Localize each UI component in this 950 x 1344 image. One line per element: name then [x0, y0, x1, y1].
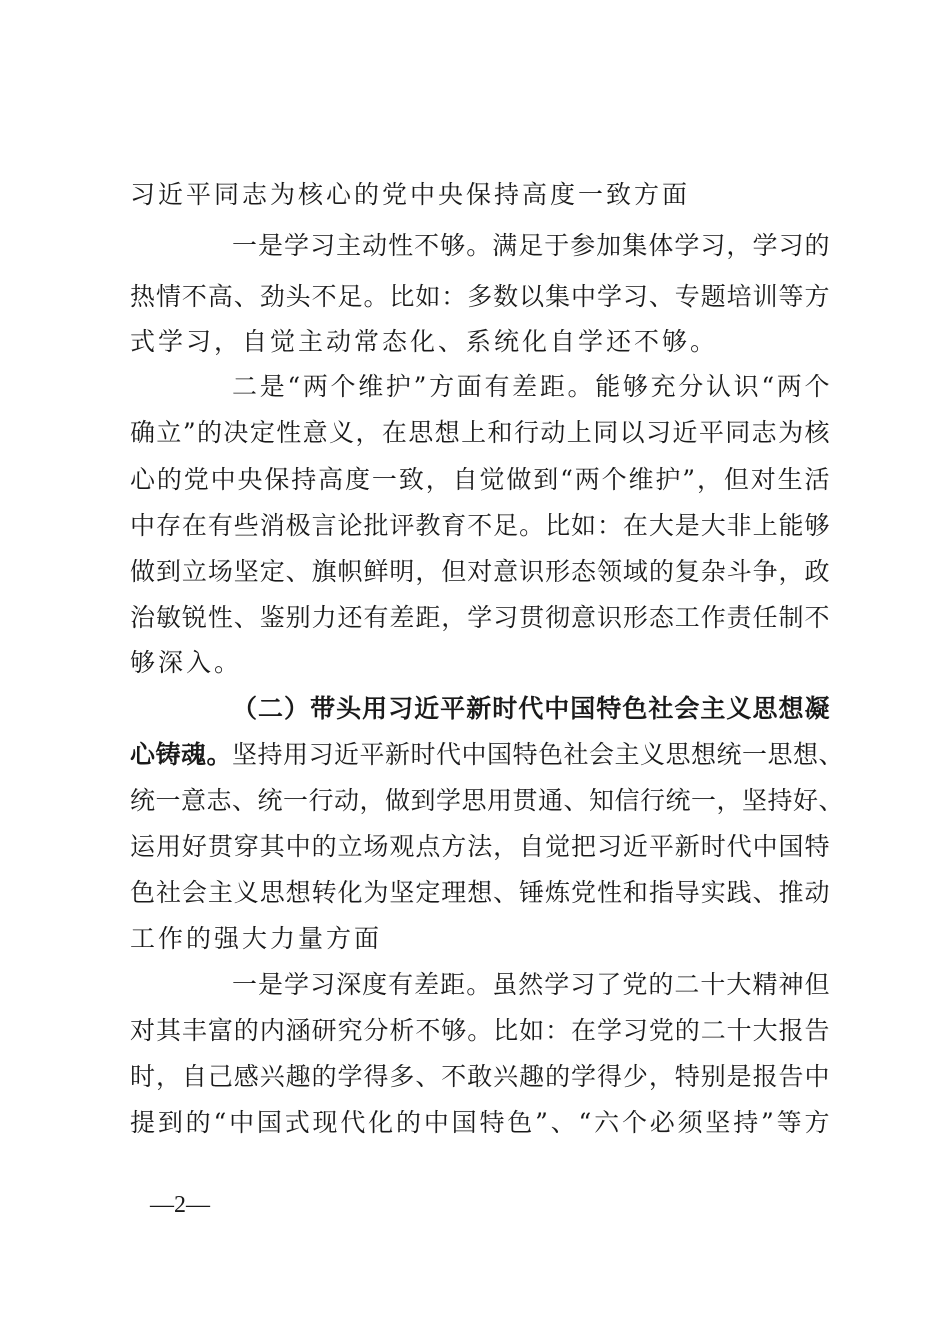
text-line: 确立”的决定性意义，在思想上和行动上同以习近平同志为核: [130, 418, 830, 447]
text-line: 时，自己感兴趣的学得多、不敢兴趣的学得少，特别是报告中: [130, 1062, 830, 1091]
text-line: 提到的“中国式现代化的中国特色”、“六个必须坚持”等方: [130, 1108, 830, 1137]
page-number: —2—: [150, 1192, 210, 1218]
text-line: 治敏锐性、鉴别力还有差距，学习贯彻意识形态工作责任制不: [130, 603, 830, 632]
text-line: 一是学习主动性不够。满足于参加集体学习，学习的: [232, 231, 830, 260]
text-line: 式学习，自觉主动常态化、系统化自学还不够。: [130, 327, 719, 356]
text-line: 中存在有些消极言论批评教育不足。比如：在大是大非上能够: [130, 511, 830, 540]
text-line: 统一意志、统一行动，做到学思用贯通、知信行统一，坚持好、: [130, 786, 845, 815]
text-line: 色社会主义思想转化为坚定理想、锤炼党性和指导实践、推动: [130, 878, 830, 907]
text-line: 运用好贯穿其中的立场观点方法，自觉把习近平新时代中国特: [130, 832, 830, 861]
text-line: 习近平同志为核心的党中央保持高度一致方面: [130, 180, 691, 209]
section-heading: （二）带头用习近平新时代中国特色社会主义思想凝: [232, 694, 830, 723]
section-heading-end: 心铸魂。: [130, 740, 233, 769]
text-line: 够深入。: [130, 648, 243, 677]
text-line: 对其丰富的内涵研究分析不够。比如：在学习党的二十大报告: [130, 1016, 830, 1045]
text-line: 热情不高、劲头不足。比如：多数以集中学习、专题培训等方: [130, 282, 830, 311]
text-span: 坚持用习近平新时代中国特色社会主义思想统一思想、: [232, 740, 845, 769]
text-line: 二是“两个维护”方面有差距。能够充分认识“两个: [232, 372, 830, 401]
text-line: [130, 732, 845, 778]
text-line: 一是学习深度有差距。虽然学习了党的二十大精神但: [232, 970, 830, 999]
text-line: 心的党中央保持高度一致，自觉做到“两个维护”，但对生活: [130, 465, 830, 494]
text-line: 工作的强大力量方面: [130, 924, 383, 953]
text-line: 做到立场坚定、旗帜鲜明，但对意识形态领域的复杂斗争，政: [130, 557, 830, 586]
